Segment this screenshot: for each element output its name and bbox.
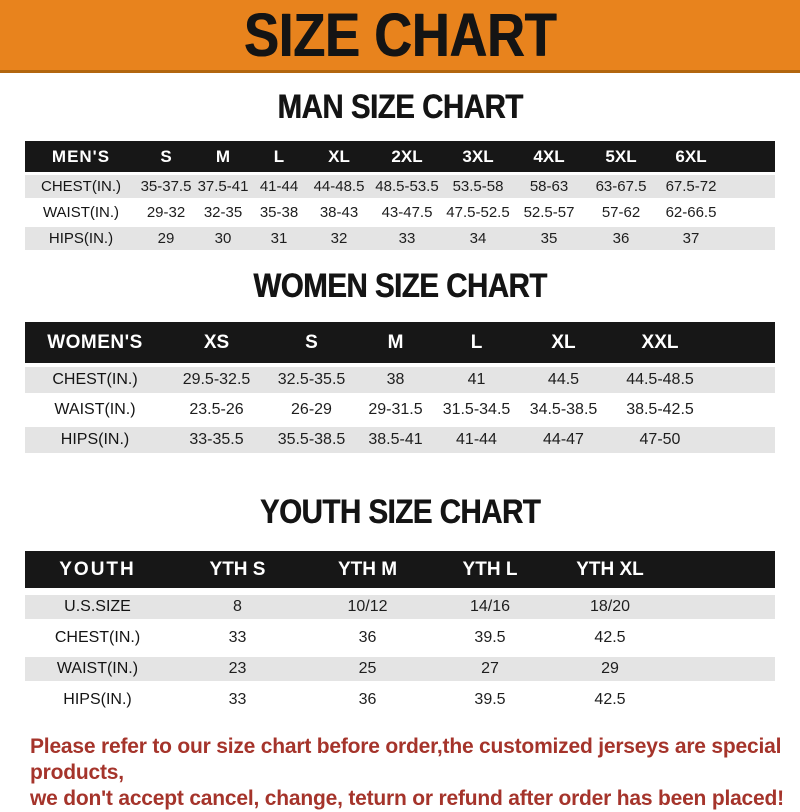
row-label: U.S.SIZE	[25, 588, 170, 619]
size-cell: 44.5-48.5	[610, 363, 710, 393]
row-spacer	[725, 198, 775, 224]
men-chest-row	[25, 172, 775, 198]
row-label: WAIST(IN.)	[25, 198, 137, 224]
size-cell: 23.5-26	[165, 393, 268, 423]
size-cell: 31	[251, 224, 307, 250]
women-col-header: S	[268, 322, 355, 363]
size-cell: 44-47	[517, 423, 610, 453]
youth-col-header: YTH M	[305, 551, 430, 588]
size-cell: 44.5	[517, 363, 610, 393]
size-cell: 38.5-41	[355, 423, 436, 453]
size-cell: 36	[305, 619, 430, 650]
youth-header-row	[25, 551, 775, 588]
youth-col-header: YTH XL	[550, 551, 670, 588]
size-cell: 67.5-72	[657, 172, 725, 198]
row-spacer	[725, 224, 775, 250]
row-spacer	[670, 681, 775, 712]
size-cell: 34	[443, 224, 513, 250]
page-title: SIZE CHART	[243, 0, 557, 70]
row-label: HIPS(IN.)	[25, 224, 137, 250]
youth-section-heading: YOUTH SIZE CHART	[259, 492, 541, 531]
size-cell: 36	[585, 224, 657, 250]
size-cell: 41-44	[436, 423, 517, 453]
youth-header-spacer	[670, 551, 775, 588]
row-spacer	[670, 588, 775, 619]
row-spacer	[710, 363, 775, 393]
row-spacer	[670, 619, 775, 650]
youth-corner-label: YOUTH	[25, 551, 170, 588]
size-cell: 32-35	[195, 198, 251, 224]
men-waist-row	[25, 198, 775, 224]
size-cell: 8	[170, 588, 305, 619]
row-label: CHEST(IN.)	[25, 363, 165, 393]
size-cell: 37	[657, 224, 725, 250]
women-col-header: XL	[517, 322, 610, 363]
size-cell: 52.5-57	[513, 198, 585, 224]
men-section-heading: MAN SIZE CHART	[277, 87, 523, 126]
men-section	[0, 73, 800, 250]
size-cell: 41-44	[251, 172, 307, 198]
women-col-header: XXL	[610, 322, 710, 363]
size-cell: 38.5-42.5	[610, 393, 710, 423]
women-col-header: L	[436, 322, 517, 363]
women-section	[0, 250, 800, 453]
men-header-row	[25, 141, 775, 172]
size-cell: 31.5-34.5	[436, 393, 517, 423]
size-cell: 14/16	[430, 588, 550, 619]
size-cell: 38-43	[307, 198, 371, 224]
size-cell: 62-66.5	[657, 198, 725, 224]
row-label: HIPS(IN.)	[25, 423, 165, 453]
men-col-header: 5XL	[585, 141, 657, 172]
women-header-row	[25, 322, 775, 363]
men-col-header: L	[251, 141, 307, 172]
size-cell: 36	[305, 681, 430, 712]
size-cell: 29	[550, 650, 670, 681]
women-chest-row	[25, 363, 775, 393]
size-cell: 29-32	[137, 198, 195, 224]
youth-section	[0, 453, 800, 712]
size-cell: 37.5-41	[195, 172, 251, 198]
size-cell: 10/12	[305, 588, 430, 619]
size-cell: 29	[137, 224, 195, 250]
men-col-header: 4XL	[513, 141, 585, 172]
size-cell: 25	[305, 650, 430, 681]
youth-waist-row	[25, 650, 775, 681]
women-col-header: M	[355, 322, 436, 363]
youth-size-table	[25, 551, 775, 712]
size-cell: 35.5-38.5	[268, 423, 355, 453]
size-cell: 30	[195, 224, 251, 250]
size-cell: 32	[307, 224, 371, 250]
youth-hips-row	[25, 681, 775, 712]
size-cell: 38	[355, 363, 436, 393]
row-spacer	[725, 172, 775, 198]
men-col-header: 3XL	[443, 141, 513, 172]
size-cell: 39.5	[430, 681, 550, 712]
men-col-header: M	[195, 141, 251, 172]
size-cell: 23	[170, 650, 305, 681]
size-cell: 44-48.5	[307, 172, 371, 198]
women-header-spacer	[710, 322, 775, 363]
size-cell: 29-31.5	[355, 393, 436, 423]
women-section-heading: WOMEN SIZE CHART	[253, 266, 547, 305]
women-waist-row	[25, 393, 775, 423]
row-label: WAIST(IN.)	[25, 393, 165, 423]
size-cell: 43-47.5	[371, 198, 443, 224]
size-cell: 33	[170, 681, 305, 712]
size-cell: 47-50	[610, 423, 710, 453]
size-cell: 63-67.5	[585, 172, 657, 198]
size-cell: 33-35.5	[165, 423, 268, 453]
size-cell: 27	[430, 650, 550, 681]
youth-col-header: YTH S	[170, 551, 305, 588]
row-spacer	[710, 393, 775, 423]
size-cell: 32.5-35.5	[268, 363, 355, 393]
row-spacer	[670, 650, 775, 681]
size-cell: 34.5-38.5	[517, 393, 610, 423]
row-label: CHEST(IN.)	[25, 172, 137, 198]
size-cell: 42.5	[550, 619, 670, 650]
size-cell: 58-63	[513, 172, 585, 198]
men-size-table	[25, 141, 775, 250]
size-cell: 35-37.5	[137, 172, 195, 198]
disclaimer-line-2: we don't accept cancel, change, teturn or refund after order has been placed!	[30, 787, 784, 810]
men-col-header: XL	[307, 141, 371, 172]
size-cell: 33	[170, 619, 305, 650]
size-cell: 57-62	[585, 198, 657, 224]
women-col-header: XS	[165, 322, 268, 363]
size-cell: 39.5	[430, 619, 550, 650]
men-col-header: S	[137, 141, 195, 172]
youth-col-header: YTH L	[430, 551, 550, 588]
men-corner-label: MEN'S	[25, 141, 137, 172]
men-header-spacer	[725, 141, 775, 172]
men-col-header: 2XL	[371, 141, 443, 172]
row-label: WAIST(IN.)	[25, 650, 170, 681]
size-cell: 41	[436, 363, 517, 393]
women-corner-label: WOMEN'S	[25, 322, 165, 363]
size-cell: 29.5-32.5	[165, 363, 268, 393]
banner	[0, 0, 800, 73]
men-hips-row	[25, 224, 775, 250]
size-cell: 48.5-53.5	[371, 172, 443, 198]
row-label: HIPS(IN.)	[25, 681, 170, 712]
men-col-header: 6XL	[657, 141, 725, 172]
size-cell: 26-29	[268, 393, 355, 423]
size-cell: 47.5-52.5	[443, 198, 513, 224]
size-cell: 53.5-58	[443, 172, 513, 198]
women-size-table	[25, 322, 775, 453]
youth-ussize-row	[25, 588, 775, 619]
row-label: CHEST(IN.)	[25, 619, 170, 650]
disclaimer	[0, 734, 800, 812]
size-cell: 35	[513, 224, 585, 250]
youth-chest-row	[25, 619, 775, 650]
size-cell: 18/20	[550, 588, 670, 619]
size-cell: 35-38	[251, 198, 307, 224]
disclaimer-line-1: Please refer to our size chart before order,the customized jerseys are special products,	[30, 735, 782, 784]
size-cell: 42.5	[550, 681, 670, 712]
size-cell: 33	[371, 224, 443, 250]
